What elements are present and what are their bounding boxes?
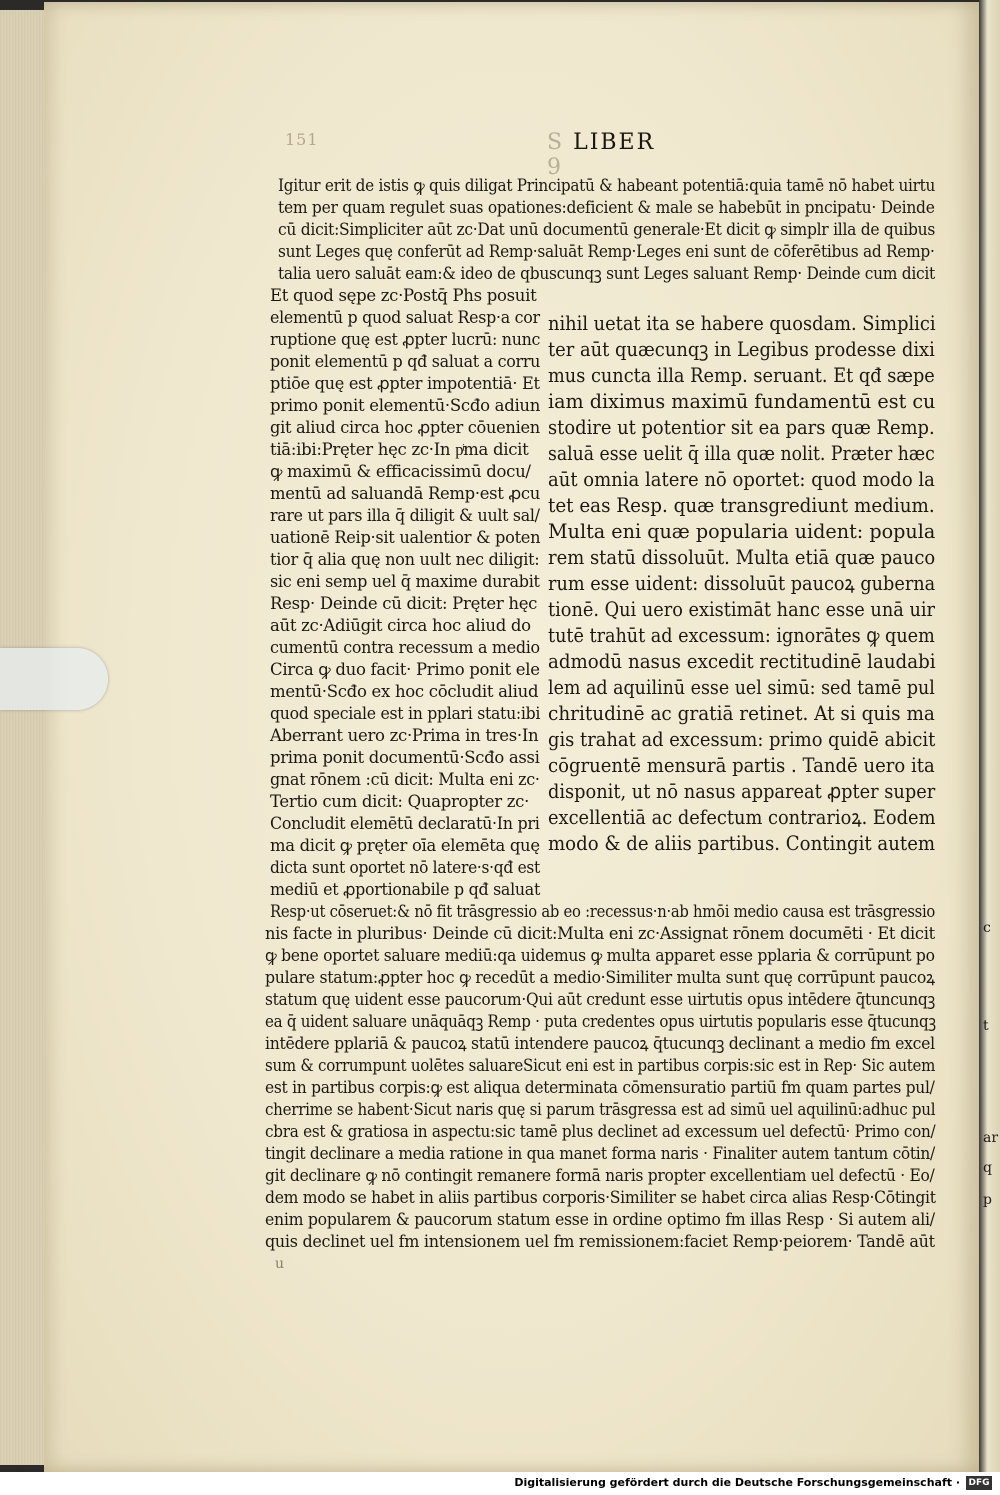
running-title <box>547 130 665 180</box>
commentary-line: mentū·Scđo ex hoc cōcludit aliud <box>270 682 539 701</box>
commentary-line: intēdere pplariā & paucoꝝ statū intendere paucoꝝ q̄tucunqꝫ declinant a medio fm excel <box>265 1034 935 1053</box>
running-title-ghost: S <box>547 130 565 155</box>
running-title-text: LIBER <box>573 130 656 155</box>
text-line: saluā esse uelit q̄ illa quæ nolit. Præter hæc <box>548 441 935 465</box>
footer-bar <box>0 1472 1000 1495</box>
text-line: disponit, ut nō nasus appareat ꝓpter super <box>548 779 936 803</box>
commentary-line: aūt zc·Adiūgit circa hoc aliud do <box>270 616 531 635</box>
commentary-line: sum & corrumpunt uolētes saluareSicut eni est in partibus corpis:sic est in Rep· Sic autem <box>265 1056 936 1075</box>
commentary-line: mediū et ꝓportionabile p qđ saluat <box>270 880 541 899</box>
commentary-line: Aberrant uero zc·Prima in tres·In <box>270 726 539 745</box>
facing-page-letter: ar <box>983 1130 999 1146</box>
commentary-line: dem modo se habet in aliis partibus corporis·Similiter se habet circa alias Resp·Cōtingit <box>265 1188 936 1207</box>
commentary-line: prima ponit documentū·Scđo assi <box>270 748 540 767</box>
commentary-line: mentū ad saluandā Remp·est ꝓcu <box>270 484 541 503</box>
running-title-trail: 9 <box>547 155 563 180</box>
commentary-line: Resp·ut cōseruet:& nō fit trāsgressio ab eo :recessus·n·ab hmōi medio causa est trāsgressio <box>270 902 936 921</box>
commentary-line: ptiōe quę est ꝓpter impotentiā· Et <box>270 374 540 393</box>
commentary-line: nis facte in pluribus· Deinde cū dicit:Multa eni zc·Assignat rōnem documēti · Et dicit <box>265 924 935 943</box>
commentary-line: sunt Leges quę conferūt ad Remp·saluāt Remp·Leges eni sunt de cōferētibus ad Remp· <box>278 242 935 261</box>
commentary-line: pulare statum:ꝓpter hoc ꝙ recedūt a medio·Similiter multa sunt quę corrūpunt paucoꝝ <box>265 968 935 987</box>
commentary-line: Circa ꝙ duo facit· Primo ponit ele <box>270 660 540 679</box>
text-line: Multa eni quæ popularia uident: popula <box>548 519 936 543</box>
commentary-line: talia uero saluāt eam:& ideo de qbuscunqꝫ sunt Leges saluant Remp· Deinde cum dicit <box>278 264 935 283</box>
facing-page-letter: t <box>983 1018 989 1034</box>
commentary-line: tiā:ibi:Pręter hęc zc·In pͥma dicit <box>270 440 529 459</box>
commentary-line: Resp· Deinde cū dicit: Pręter hęc <box>270 594 538 613</box>
facing-page-edge <box>979 0 1000 1472</box>
text-line: iam diximus maximū fundamentū est cu <box>548 389 936 413</box>
text-line: admodū nasus excedit rectitudinē laudabi <box>548 649 936 673</box>
commentary-line: quod speciale est in pplari statu:ibi <box>270 704 541 723</box>
commentary-line: Igitur erit de istis ꝙ quis diligat Principatū & habeant potentiā:quia tamē nō habet uirtu <box>278 176 936 195</box>
commentary-line: ꝙ maximū & efficacissimū docu/ <box>270 462 531 481</box>
commentary-line: Et quod sępe zc·Postq̄ Phs posuit <box>270 286 537 305</box>
commentary-line: uationē Reip·sit ualentior & poten <box>270 528 541 547</box>
commentary-line: primo ponit elementū·Scđo adiun <box>270 396 541 415</box>
text-line: nihil uetat ita se habere quosdam. Simplici <box>548 311 936 335</box>
text-line: rem statū dissoluūt. Multa etiā quæ pauco <box>548 545 936 569</box>
commentary-line: ꝙ bene oportet saluare mediū:qa uidemus ꝙ multa apparet esse pplaria & corrūpunt po <box>265 946 935 965</box>
page-header <box>285 130 665 180</box>
dfg-logo: DFG <box>966 1476 992 1490</box>
commentary-line: git declinare ꝙ nō contingit remanere formā naris propter excellentiam uel defectū · Eo/ <box>265 1166 935 1185</box>
text-line: aūt omnia latere nō oportet: quod modo la <box>548 467 935 491</box>
facing-page-letter: c <box>983 920 991 936</box>
text-line: tutē trahūt ad excessum: ignorātes ꝙ quem <box>548 623 935 647</box>
commentary-line: enim popularem & paucorum statum esse in ordine optimo fm illas Resp · Si autem ali/ <box>265 1210 935 1229</box>
commentary-line: tem per quam regulet suas opationes:deficient & male se habebūt in pncipatu· Deinde <box>278 198 935 217</box>
commentary-line: gnat rōnem :cū dicit: Multa eni zc· <box>270 770 540 789</box>
commentary-line: rare ut pars illa q̄ diligit & uult sal/ <box>270 506 540 525</box>
commentary-line: cherrime se habent·Sicut naris quę si parum trāsgressa est ad simū uel aquilinū:adhuc pul <box>265 1100 936 1119</box>
text-line: modo & de aliis partibus. Contingit autem <box>548 831 936 855</box>
commentary-line: git aliud circa hoc ꝓpter cōuenien <box>270 418 540 437</box>
facing-page-letter: p <box>983 1192 992 1208</box>
footer-credit: Digitalisierung gefördert durch die Deutsche Forschungsgemeinschaft · <box>514 1476 960 1489</box>
text-line: chritudinē ac gratiā retinet. At si quis ma <box>548 701 935 725</box>
commentary-line: ea q̄ uident saluare unāquāqꝫ Remp · puta credentes opus uirtutis popularis esse q̄tucunqꝫ <box>265 1012 936 1031</box>
commentary-line: cū dicit:Simpliciter aūt zc·Dat unū documentū generale·Et dicit ꝙ simplr illa de quibus <box>278 220 936 239</box>
signature-mark: u <box>275 1256 285 1272</box>
commentary-line: statum quę uident esse paucorum·Qui aūt credunt esse uirtutis opus intēdere q̄tuncunqꝫ <box>265 990 935 1009</box>
commentary-line: elementū p quod saluat Resp·a cor <box>270 308 540 327</box>
folio-number: 151 <box>285 130 319 149</box>
text-line: mus cuncta illa Remp. seruant. Et qđ sæpe <box>548 363 935 387</box>
commentary-line: quis declinet uel fm intensionem uel fm remissionem:faciet Remp·peiorem· Tandē aūt <box>265 1232 935 1251</box>
commentary-line: tior q̄ alia quę non uult nec diligit: <box>270 550 540 569</box>
commentary-line: cumentū contra recessum a medio <box>270 638 540 657</box>
text-line: rum esse uident: dissoluūt paucoꝝ guberna <box>548 571 936 595</box>
commentary-line: Concludit elemētū declaratū·In pri <box>270 814 540 833</box>
commentary-line: Tertio cum dicit: Quapropter zc· <box>270 792 530 811</box>
commentary-line: sic eni semp uel q̄ maxime durabit <box>270 572 540 591</box>
text-line: tionē. Qui uero existimāt hanc esse unā uir <box>548 597 936 621</box>
text-line: excellentiā ac defectum contrarioꝝ. Eodem <box>548 805 936 829</box>
text-line: ter aūt quæcunqꝫ in Legibus prodesse dixi <box>548 337 935 361</box>
commentary-line: ruptione quę est ꝓpter lucrū: nunc <box>270 330 541 349</box>
text-line: cōgruentē mensurā partis . Tandē uero ita <box>548 753 935 777</box>
text-line: lem ad aquilinū esse uel simū: sed tamē pul <box>548 675 935 699</box>
facing-page-letter: q <box>983 1160 992 1176</box>
text-line: tet eas Resp. quæ transgrediunt medium. <box>548 493 935 517</box>
commentary-line: cbra est & gratiosa in aspectu:sic tamē plus declinet ad excessum uel defectū· Primo con/ <box>265 1122 936 1141</box>
commentary-line: tingit declinare a media ratione in qua manet forma naris · Finaliter autem tantum cōtin/ <box>265 1144 935 1163</box>
commentary-line: est in partibus corpis:ꝙ est aliqua determinata cōmensuratio partiū fm quam partes pul/ <box>265 1078 935 1097</box>
text-line: gis trahat ad excessum: primo quidē abicit <box>548 727 936 751</box>
commentary-line: ponit elementū p qđ saluat a corru <box>270 352 541 371</box>
commentary-line: dicta sunt oportet nō latere·s·qđ est <box>270 858 540 877</box>
bookmark-tab <box>0 648 108 710</box>
text-line: stodire ut potentior sit ea pars quæ Remp. <box>548 415 935 439</box>
commentary-line: ma dicit ꝙ pręter oīa elemēta quę <box>270 836 540 855</box>
